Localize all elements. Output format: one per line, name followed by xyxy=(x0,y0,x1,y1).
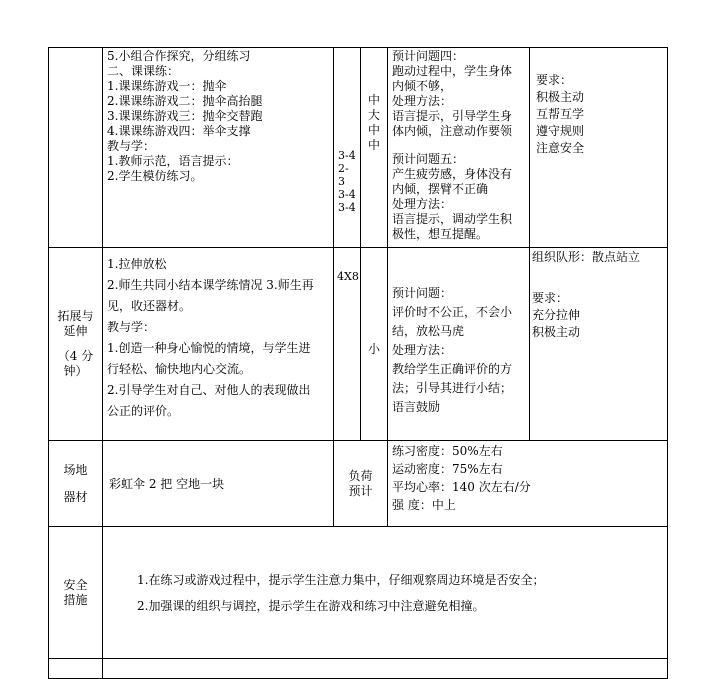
equipment-text: 彩虹伞 2 把 空地一块 xyxy=(109,477,225,491)
content-line: 2.引导学生对自己、对他人的表现做出 xyxy=(107,383,311,397)
content-line: 2.师生共同小结本课学练情况 3.师生再 xyxy=(107,278,314,292)
problem-line: 预计问题四： xyxy=(392,49,465,63)
load-label-cell xyxy=(334,441,388,527)
practice-count-cell xyxy=(334,48,361,248)
content-line: 行轻松、愉快地内心交流。 xyxy=(107,362,252,376)
requirement-line: 注意安全 xyxy=(536,141,585,155)
problem-line: 处理方法： xyxy=(392,197,453,211)
problem-line: 产生疲劳感，身体没有 xyxy=(392,167,513,181)
problem-line: 预计问题： xyxy=(392,286,453,300)
problem-line: 内倾，摆臂不正确 xyxy=(392,182,489,196)
practice-content-cell xyxy=(103,48,334,248)
problem-line: 教给学生正确评价的方 xyxy=(392,362,513,376)
venue-row xyxy=(49,441,668,527)
count-value: 3-4 xyxy=(338,201,356,214)
intensity-char: 中 xyxy=(367,123,380,137)
requirement-line: 要求： xyxy=(532,291,569,305)
extension-label-line: （4 分 xyxy=(57,349,94,363)
intensity-char: 小 xyxy=(367,342,380,356)
problem-line: 结，放松马虎 xyxy=(392,324,465,338)
safety-content-cell xyxy=(103,527,668,659)
count-value: 4X8 xyxy=(337,270,359,283)
content-line: 2.学生模仿练习。 xyxy=(107,169,203,183)
problem-line: 语言提示，引导学生身 xyxy=(392,109,513,123)
content-line: 1.拉伸放松 xyxy=(107,257,167,271)
safety-line: 2.加强课的组织与调控，提示学生在游戏和练习中注意避免相撞。 xyxy=(137,598,485,613)
content-line: 教与学： xyxy=(107,320,156,334)
venue-label-line: 器材 xyxy=(63,489,88,504)
practice-problems-cell xyxy=(388,48,530,248)
problem-line: 语言提示，调动学生积 xyxy=(392,212,513,226)
practice-row xyxy=(49,48,668,248)
safety-label-line: 安全 xyxy=(63,577,88,592)
venue-label-cell xyxy=(49,441,103,527)
practice-requirements-cell xyxy=(530,48,668,248)
content-line: 1.教师示范，语言提示： xyxy=(107,154,239,168)
count-value: 3 xyxy=(338,175,345,188)
count-value: 3-4 xyxy=(338,188,356,201)
load-line: 运动密度：75%左右 xyxy=(392,462,503,476)
problem-line: 跑动过程中，学生身体 xyxy=(392,64,513,78)
content-line: 见，收还器材。 xyxy=(107,299,192,313)
content-line: 二、课课练： xyxy=(107,64,180,78)
lesson-plan-table xyxy=(48,47,668,679)
load-values-cell xyxy=(388,441,668,527)
extension-problems-cell xyxy=(388,248,530,441)
load-line: 练习密度：50%左右 xyxy=(392,444,503,458)
count-value: 2- xyxy=(338,162,349,175)
requirement-line: 要求： xyxy=(536,73,573,87)
problem-line: 法；引导其进行小结； xyxy=(392,381,513,395)
intensity-char: 中 xyxy=(367,138,380,152)
safety-label-line: 措施 xyxy=(63,592,88,607)
requirement-line: 积极主动 xyxy=(532,325,581,339)
extension-row xyxy=(49,248,668,441)
content-line: 1.课课练游戏一：抛伞 xyxy=(107,79,227,93)
count-value: 3-4 xyxy=(338,149,356,162)
practice-intensity-cell xyxy=(361,48,388,248)
safety-line: 1.在练习或游戏过程中，提示学生注意力集中，仔细观察周边环境是否安全； xyxy=(137,572,545,587)
content-line: 1.创造一种身心愉悦的情境，与学生进 xyxy=(107,341,311,355)
requirement-line: 遵守规则 xyxy=(536,124,585,138)
problem-line: 体内倾，注意动作要领 xyxy=(392,124,513,138)
content-line: 公正的评价。 xyxy=(107,404,180,418)
practice-label-cell xyxy=(49,48,103,248)
requirement-line: 充分拉伸 xyxy=(532,308,581,322)
safety-row xyxy=(49,527,668,659)
load-line: 平均心率：140 次左右/分 xyxy=(392,480,531,494)
requirement-line: 积极主动 xyxy=(536,90,585,104)
formation-line: 组织队形：散点站立 xyxy=(532,250,641,264)
intensity-char: 大 xyxy=(367,108,380,122)
extension-label-line: 拓展与 xyxy=(57,309,94,323)
extension-label-cell xyxy=(49,248,103,441)
safety-label-cell xyxy=(49,527,103,659)
extension-requirements-cell xyxy=(530,248,668,441)
problem-line: 处理方法： xyxy=(392,343,453,357)
content-line: 3.课课练游戏三：抛伞交替跑 xyxy=(107,109,263,123)
extension-label-line: 延伸 xyxy=(63,324,88,338)
content-line: 教与学： xyxy=(107,139,156,153)
extension-content-cell xyxy=(103,248,334,441)
problem-line: 预计问题五： xyxy=(392,152,465,166)
load-label-line: 负荷 xyxy=(348,468,373,483)
venue-content-cell xyxy=(103,441,334,527)
extension-count-cell xyxy=(334,248,361,441)
content-line: 4.课课练游戏四：举伞支撑 xyxy=(107,124,251,138)
venue-label-line: 场地 xyxy=(63,462,88,477)
problem-line: 评价时不公正，不会小 xyxy=(392,305,513,319)
intensity-char: 中 xyxy=(367,93,380,107)
load-label-line: 预计 xyxy=(348,483,373,498)
load-line: 强 度：中上 xyxy=(392,498,456,512)
problem-line: 内倾不够， xyxy=(392,79,453,93)
problem-line: 极性，想互提醒。 xyxy=(392,227,489,241)
problem-line: 语言鼓励 xyxy=(392,400,441,414)
content-line: 2.课课练游戏二：抛伞高抬腿 xyxy=(107,94,263,108)
requirement-line: 互帮互学 xyxy=(536,107,585,121)
extension-intensity-cell xyxy=(361,248,388,441)
content-line: 5.小组合作探究，分组练习 xyxy=(107,49,251,63)
extension-label-line: 钟） xyxy=(63,364,88,378)
problem-line: 处理方法： xyxy=(392,94,453,108)
